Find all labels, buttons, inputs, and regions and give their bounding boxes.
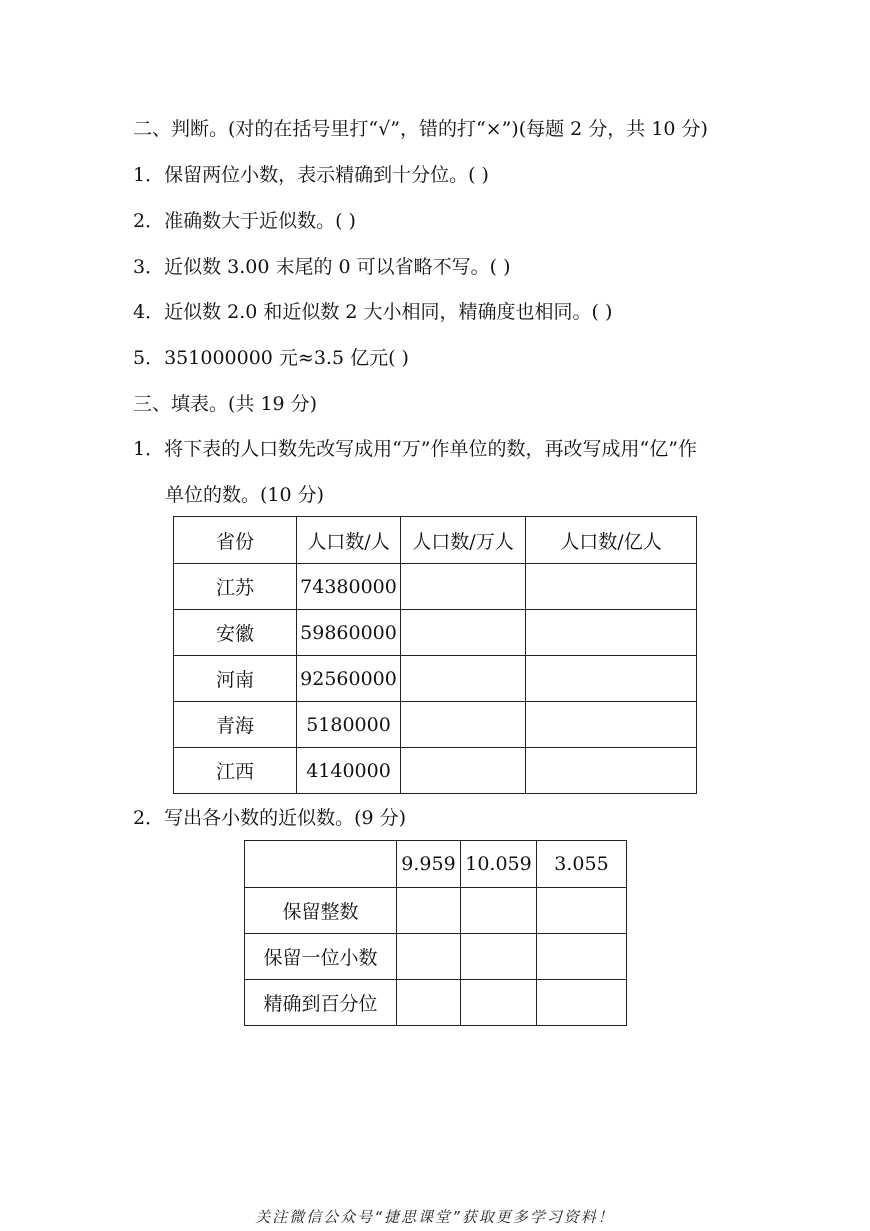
- answer-cell-yi: [526, 564, 697, 610]
- province-cell: 河南: [174, 656, 297, 702]
- table-header: 9.959: [397, 841, 461, 888]
- answer-cell: [461, 934, 537, 980]
- answer-cell: [461, 980, 537, 1026]
- question-5: [133, 345, 409, 371]
- answer-cell-yi: [526, 656, 697, 702]
- footer-promo: 关注微信公众号“捷思课堂”获取更多学习资料！: [255, 1208, 615, 1226]
- population-table: [173, 516, 697, 794]
- fill-question-1-line2: 单位的数。(10 分): [165, 484, 325, 506]
- table-row: [174, 610, 697, 656]
- population-cell: 92560000: [297, 656, 401, 702]
- table-row: [245, 980, 627, 1026]
- answer-cell: [397, 980, 461, 1026]
- population-cell: 74380000: [297, 564, 401, 610]
- table-row: [174, 748, 697, 794]
- answer-cell-wan: [401, 610, 526, 656]
- question-text: 准确数大于近似数。( ): [164, 210, 356, 232]
- question-number: 2．: [133, 210, 165, 232]
- rounding-rule-cell: 保留一位小数: [245, 934, 397, 980]
- question-2: [133, 208, 356, 234]
- table-header: 10.059: [461, 841, 537, 888]
- table-header: 人口数/万人: [401, 517, 526, 564]
- question-number: 3．: [133, 256, 165, 278]
- question-number: 4．: [133, 301, 165, 323]
- population-cell: 5180000: [297, 702, 401, 748]
- section2-heading: 二、判断。(对的在括号里打“√”，错的打“×”)(每题 2 分，共 10 分): [133, 118, 708, 140]
- question-number: 1．: [133, 164, 165, 186]
- question-number: 1．: [133, 438, 165, 460]
- table-row: [174, 702, 697, 748]
- answer-cell-yi: [526, 748, 697, 794]
- rounding-rule-cell: 精确到百分位: [245, 980, 397, 1026]
- table-header: 3.055: [537, 841, 627, 888]
- answer-cell: [537, 934, 627, 980]
- table-row: [174, 656, 697, 702]
- province-cell: 安徽: [174, 610, 297, 656]
- answer-cell-wan: [401, 656, 526, 702]
- section3-heading: 三、填表。(共 19 分): [133, 393, 318, 415]
- question-text: 将下表的人口数先改写成用“万”作单位的数，再改写成用“亿”作: [164, 438, 697, 460]
- table-row: [245, 888, 627, 934]
- province-cell: 江西: [174, 748, 297, 794]
- answer-cell-wan: [401, 702, 526, 748]
- answer-cell: [537, 888, 627, 934]
- question-4: [133, 299, 612, 325]
- table-header: 省份: [174, 517, 297, 564]
- answer-cell-wan: [401, 564, 526, 610]
- table-header: [245, 841, 397, 888]
- question-text: 写出各小数的近似数。(9 分): [164, 807, 407, 829]
- question-text: 近似数 2.0 和近似数 2 大小相同，精确度也相同。( ): [164, 301, 613, 323]
- answer-cell: [397, 934, 461, 980]
- answer-cell-wan: [401, 748, 526, 794]
- table-header-row: [174, 517, 697, 564]
- table-row: [174, 564, 697, 610]
- table-header: 人口数/亿人: [526, 517, 697, 564]
- answer-cell-yi: [526, 610, 697, 656]
- question-text: 351000000 元≈3.5 亿元( ): [164, 347, 409, 369]
- question-text: 近似数 3.00 末尾的 0 可以省略不写。( ): [164, 256, 511, 278]
- question-1: [133, 162, 489, 188]
- question-number: 5．: [133, 347, 165, 369]
- answer-cell: [397, 888, 461, 934]
- rounding-rule-cell: 保留整数: [245, 888, 397, 934]
- question-3: [133, 254, 511, 280]
- table-header: 人口数/人: [297, 517, 401, 564]
- province-cell: 江苏: [174, 564, 297, 610]
- answer-cell: [537, 980, 627, 1026]
- answer-cell: [461, 888, 537, 934]
- fill-question-2: [133, 805, 406, 831]
- rounding-table: [244, 840, 627, 1026]
- population-cell: 4140000: [297, 748, 401, 794]
- answer-cell-yi: [526, 702, 697, 748]
- table-header-row: [245, 841, 627, 888]
- table-row: [245, 934, 627, 980]
- province-cell: 青海: [174, 702, 297, 748]
- population-cell: 59860000: [297, 610, 401, 656]
- question-text: 保留两位小数，表示精确到十分位。( ): [164, 164, 489, 186]
- question-number: 2．: [133, 807, 165, 829]
- fill-question-1-line1: [133, 436, 697, 462]
